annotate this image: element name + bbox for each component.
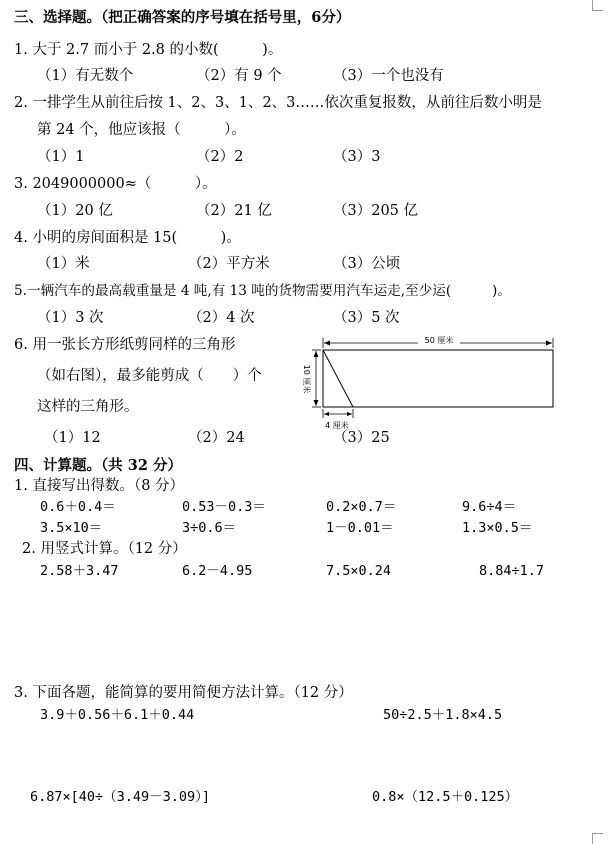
p3-item-4: 0.8×（12.5＋0.125） <box>372 789 519 805</box>
p2-item-2: 6.2－4.95 <box>182 563 253 579</box>
q2-option-3: （3）3 <box>333 149 381 165</box>
p1-r2-c2: 3÷0.6＝ <box>182 520 237 536</box>
p2-item-3: 7.5×0.24 <box>326 563 392 579</box>
q5-option-1: （1）3 次 <box>37 310 104 326</box>
p1-r2-c4: 1.3×0.5＝ <box>462 520 533 536</box>
q6-option-2: （2）24 <box>188 430 245 446</box>
base-label: 4 厘米 <box>325 421 349 430</box>
width-label: 10 厘米 <box>302 364 311 394</box>
q1-stem: 1. 大于 2.7 而小于 2.8 的小数( )。 <box>14 42 283 58</box>
p1-r1-c3: 0.2×0.7＝ <box>326 499 397 515</box>
p2-item-4: 8.84÷1.7 <box>479 563 545 579</box>
q3-stem: 3. 2049000000≈（ ）。 <box>14 176 217 192</box>
q4-option-1: （1）米 <box>37 256 90 272</box>
q1-option-3: （3）一个也没有 <box>333 68 444 84</box>
p2-title: 2. 用竖式计算。（12 分） <box>22 541 187 557</box>
section-4-title: 四、计算题。（共 32 分） <box>14 457 183 474</box>
p1-r1-c4: 9.6÷4＝ <box>462 499 517 515</box>
page-corner-mark <box>592 0 603 11</box>
rectangle-triangle-figure <box>290 328 560 438</box>
q6-stem: 6. 用一张长方形纸剪同样的三角形 <box>14 337 236 353</box>
q6-stem-end: 这样的三角形。 <box>37 399 139 415</box>
q4-stem: 4. 小明的房间面积是 15( )。 <box>14 230 241 246</box>
p1-r1-c1: 0.6＋0.4＝ <box>40 499 116 515</box>
section-3-title: 三、选择题。（把正确答案的序号填在括号里，6分） <box>14 9 351 26</box>
q2-stem-cont: 第 24 个，他应该报（ ）。 <box>37 122 246 138</box>
p1-title: 1. 直接写出得数。（8 分） <box>14 478 185 494</box>
q3-option-1: （1）20 亿 <box>37 203 113 219</box>
rectangle-paper <box>323 350 553 407</box>
q5-option-3: （3）5 次 <box>333 310 400 326</box>
q1-option-1: （1）有无数个 <box>37 68 134 84</box>
q5-stem: 5.一辆汽车的最高载重量是 4 吨,有 13 吨的货物需要用汽车运走,至少运( )。 <box>14 283 511 299</box>
length-label: 50 厘米 <box>424 336 454 345</box>
p3-item-1: 3.9＋0.56＋6.1＋0.44 <box>40 707 195 723</box>
p1-r2-c3: 1－0.01＝ <box>326 520 394 536</box>
p1-r1-c2: 0.53－0.3＝ <box>182 499 266 515</box>
q4-option-3: （3）公顷 <box>333 256 401 272</box>
q4-option-2: （2）平方米 <box>188 256 270 272</box>
page-corner-mark <box>592 833 603 844</box>
q5-option-2: （2）4 次 <box>188 310 255 326</box>
p3-title: 3. 下面各题，能简算的要用简便方法计算。（12 分） <box>14 685 353 701</box>
q3-option-3: （3）205 亿 <box>333 203 419 219</box>
p1-r2-c1: 3.5×10＝ <box>40 520 103 536</box>
triangle-shape <box>323 350 353 407</box>
q2-stem: 2. 一排学生从前往后按 1、2、3、1、2、3……依次重复报数，从前往后数小明是 <box>14 95 542 111</box>
p3-item-3: 6.87×[40÷（3.49－3.09）] <box>30 789 211 805</box>
q6-option-3: （3）25 <box>333 430 390 446</box>
q6-stem-cont: （如右图），最多能剪成（ ）个 <box>37 368 262 384</box>
p3-item-2: 50÷2.5＋1.8×4.5 <box>383 707 503 723</box>
q2-option-2: （2）2 <box>196 149 244 165</box>
q3-option-2: （2）21 亿 <box>196 203 272 219</box>
p2-item-1: 2.58＋3.47 <box>40 563 119 579</box>
q2-option-1: （1）1 <box>37 149 85 165</box>
q1-option-2: （2）有 9 个 <box>196 68 282 84</box>
q6-option-1: （1）12 <box>44 430 101 446</box>
